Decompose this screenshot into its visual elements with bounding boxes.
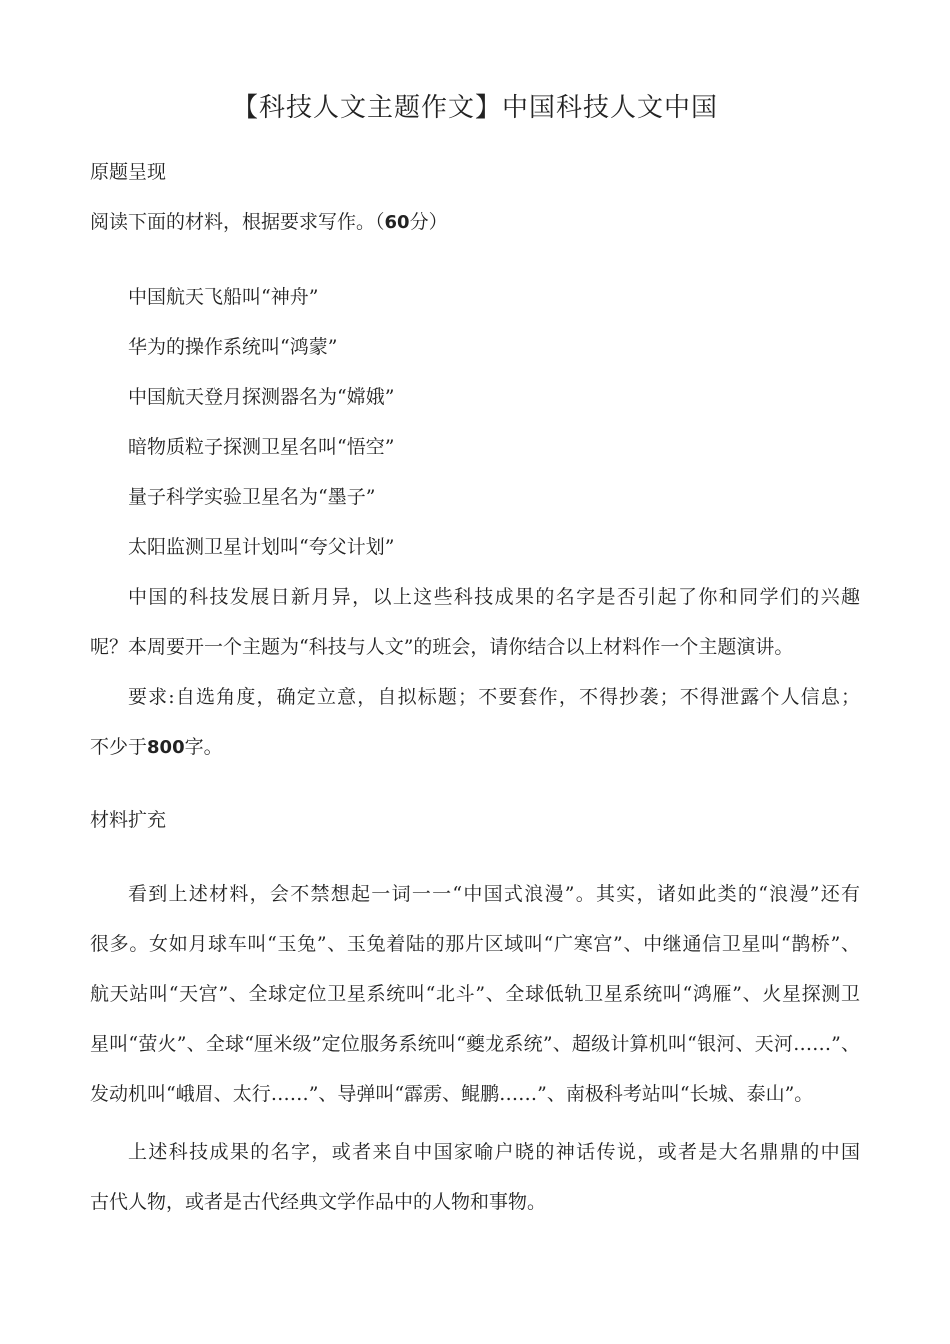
material-item: 暗物质粒子探测卫星名叫“悟空” <box>128 436 395 458</box>
prompt-paragraph-line: 中国的科技发展日新月异，以上这些科技成果的名字是否引起了你和同学们的兴趣 <box>128 586 860 608</box>
expansion-paragraph-line: 航天站叫“天宫”、全球定位卫星系统叫“北斗”、全球低轨卫星系统叫“鸿雁”、火星探测卫 <box>90 983 860 1005</box>
section-heading-original-question: 原题呈现 <box>90 161 167 183</box>
instruction-prefix: 阅读下面的材料，根据要求写作。（ <box>90 211 385 233</box>
requirements-line: 要求:自选角度，确定立意，自拟标题；不要套作，不得抄袭；不得泄露个人信息； <box>128 686 860 708</box>
instruction-score: 60 <box>384 212 410 233</box>
expansion-paragraph-line: 很多。女如月球车叫“玉兔”、玉兔着陆的那片区域叫“广寒宫”、中继通信卫星叫“鹊桥”、 <box>90 933 860 955</box>
material-item: 太阳监测卫星计划叫“夸父计划” <box>128 536 395 558</box>
prompt-paragraph-line: 呢？本周要开一个主题为“科技与人文”的班会，请你结合以上材料作一个主题演讲。 <box>90 636 794 658</box>
expansion-paragraph-line: 发动机叫“峨眉、太行……”、导弹叫“霹雳、鲲鹏……”、南极科考站叫“长城、泰山”。 <box>90 1083 814 1105</box>
word-count-number: 800 <box>147 737 185 758</box>
expansion-paragraph-line: 看到上述材料，会不禁想起一词一一“中国式浪漫”。其实，诸如此类的“浪漫”还有 <box>128 883 860 905</box>
requirements-line <box>90 733 223 762</box>
requirements-prefix: 不少于 <box>90 736 148 758</box>
instruction-suffix: 分） <box>409 211 448 233</box>
material-item: 中国航天飞船叫“神舟” <box>128 286 319 308</box>
material-item: 量子科学实验卫星名为“墨子” <box>128 486 376 508</box>
requirements-suffix: 字。 <box>184 736 223 758</box>
document-title: 【科技人文主题作文】中国科技人文中国 <box>231 93 718 123</box>
expansion-paragraph-line: 古代人物，或者是古代经典文学作品中的人物和事物。 <box>90 1191 547 1213</box>
expansion-paragraph-line: 星叫“萤火”、全球“厘米级”定位服务系统叫“夔龙系统”、超级计算机叫“银河、天河……”、 <box>90 1033 860 1055</box>
material-item: 华为的操作系统叫“鸿蒙” <box>128 336 338 358</box>
expansion-paragraph-line: 上述科技成果的名字，或者来自中国家喻户晓的神话传说，或者是大名鼎鼎的中国 <box>128 1141 860 1163</box>
section-heading-material-expansion: 材料扩充 <box>90 809 167 831</box>
instruction-line <box>90 208 448 237</box>
material-item: 中国航天登月探测器名为“嫦娥” <box>128 386 395 408</box>
